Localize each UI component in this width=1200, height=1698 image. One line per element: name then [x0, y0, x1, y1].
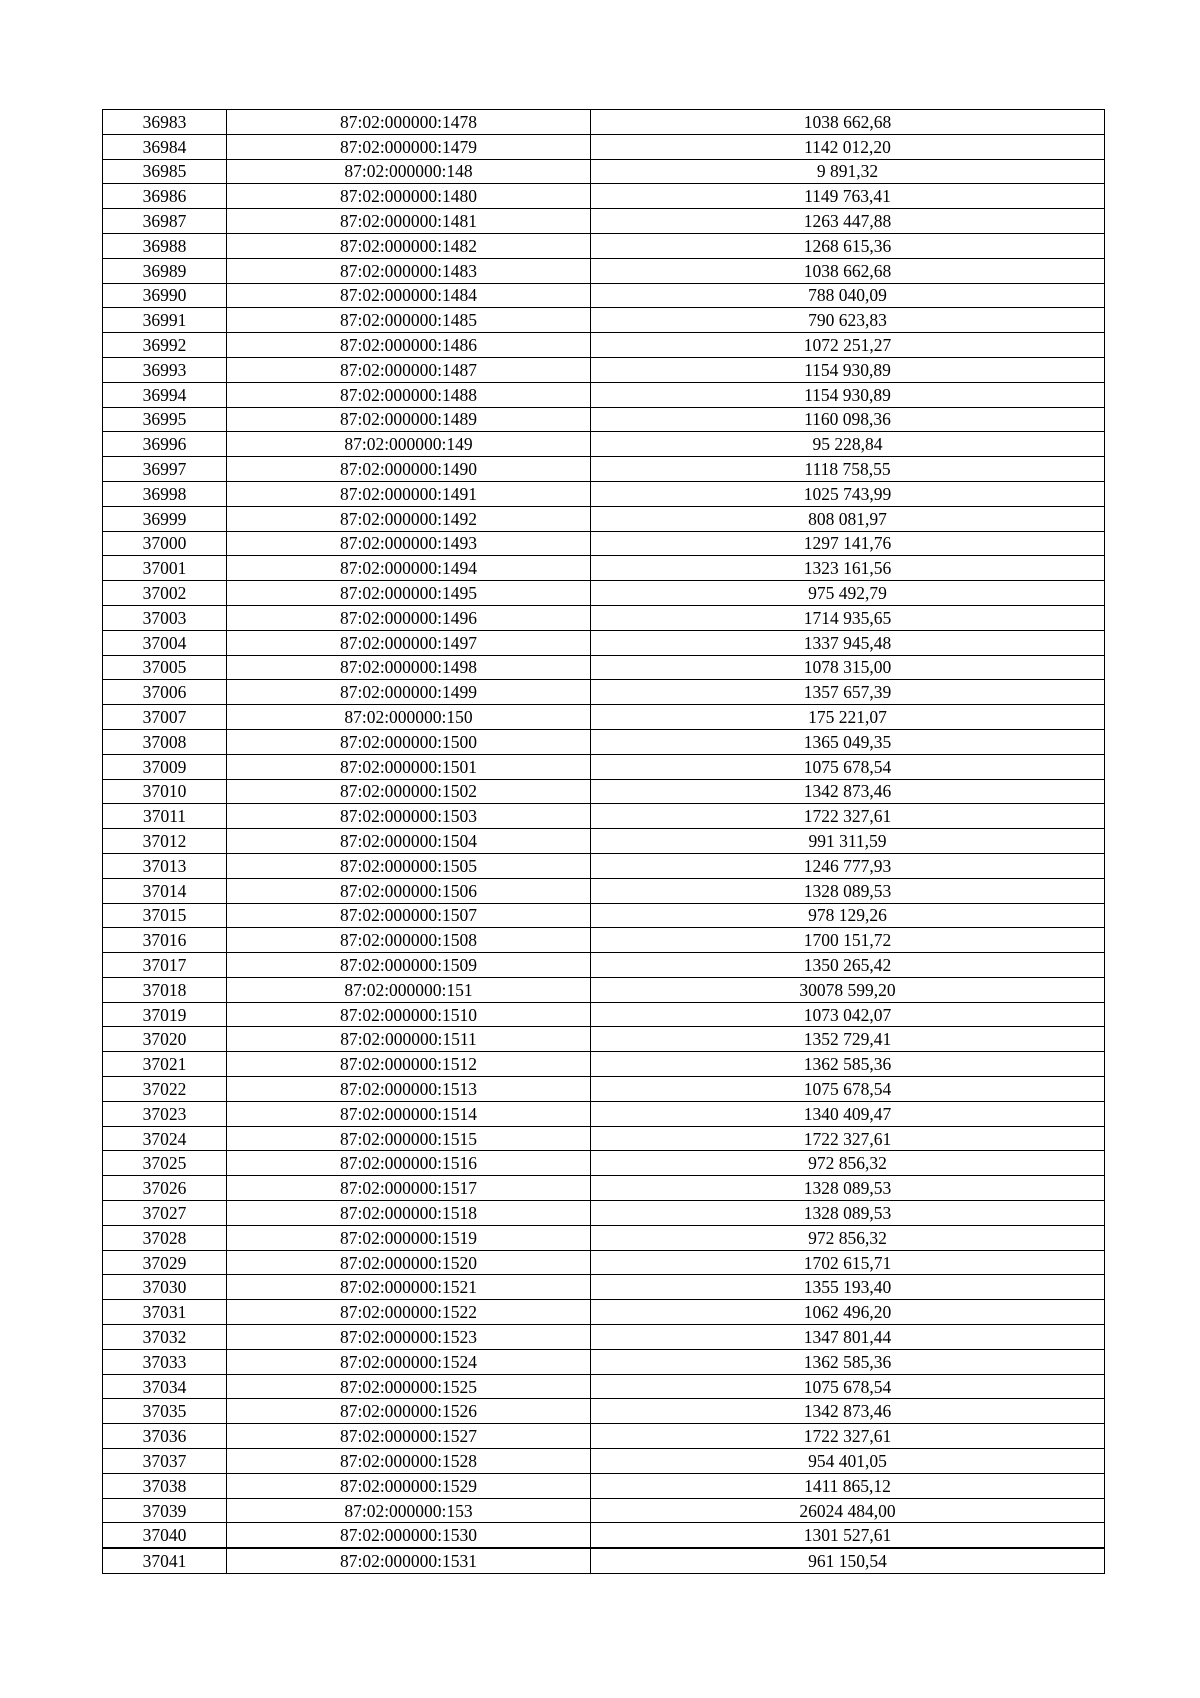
row-number-cell: 37020	[103, 1027, 227, 1052]
cadastral-value-cell: 30078 599,20	[591, 977, 1105, 1002]
cadastral-number-cell: 87:02:000000:1484	[227, 283, 591, 308]
cadastral-value-cell: 1328 089,53	[591, 1201, 1105, 1226]
cadastral-value-cell: 95 228,84	[591, 432, 1105, 457]
table-row	[103, 1002, 1105, 1027]
cadastral-value-cell: 1038 662,68	[591, 110, 1105, 135]
cadastral-value-cell: 978 129,26	[591, 903, 1105, 928]
cadastral-number-cell: 87:02:000000:153	[227, 1498, 591, 1523]
table-row	[103, 680, 1105, 705]
cadastral-value-cell: 790 623,83	[591, 308, 1105, 333]
cadastral-value-cell: 1342 873,46	[591, 779, 1105, 804]
row-number-cell: 36993	[103, 357, 227, 382]
row-number-cell: 37041	[103, 1548, 227, 1573]
table-row	[103, 804, 1105, 829]
row-number-cell: 37023	[103, 1101, 227, 1126]
cadastral-number-cell: 87:02:000000:1510	[227, 1002, 591, 1027]
cadastral-number-cell: 87:02:000000:1502	[227, 779, 591, 804]
cadastral-number-cell: 87:02:000000:1515	[227, 1126, 591, 1151]
row-number-cell: 37033	[103, 1349, 227, 1374]
cadastral-value-cell: 1142 012,20	[591, 134, 1105, 159]
row-number-cell: 36985	[103, 159, 227, 184]
cadastral-number-cell: 87:02:000000:1527	[227, 1424, 591, 1449]
cadastral-value-cell: 972 856,32	[591, 1151, 1105, 1176]
table-row	[103, 605, 1105, 630]
row-number-cell: 37010	[103, 779, 227, 804]
table-row	[103, 184, 1105, 209]
table-row	[103, 903, 1105, 928]
table-row	[103, 977, 1105, 1002]
table-row	[103, 1399, 1105, 1424]
cadastral-number-cell: 87:02:000000:1519	[227, 1225, 591, 1250]
row-number-cell: 37038	[103, 1473, 227, 1498]
cadastral-value-cell: 1342 873,46	[591, 1399, 1105, 1424]
cadastral-number-cell: 87:02:000000:1490	[227, 457, 591, 482]
table-row	[103, 1473, 1105, 1498]
table-row	[103, 928, 1105, 953]
table-row	[103, 233, 1105, 258]
table-row	[103, 630, 1105, 655]
row-number-cell: 36994	[103, 382, 227, 407]
cadastral-number-cell: 87:02:000000:1485	[227, 308, 591, 333]
cadastral-value-cell: 1347 801,44	[591, 1325, 1105, 1350]
table-row	[103, 1077, 1105, 1102]
cadastral-number-cell: 87:02:000000:1486	[227, 333, 591, 358]
row-number-cell: 37034	[103, 1374, 227, 1399]
cadastral-number-cell: 87:02:000000:1526	[227, 1399, 591, 1424]
cadastral-value-cell: 175 221,07	[591, 705, 1105, 730]
cadastral-value-cell: 972 856,32	[591, 1225, 1105, 1250]
row-number-cell: 36997	[103, 457, 227, 482]
cadastral-number-cell: 87:02:000000:1523	[227, 1325, 591, 1350]
cadastral-value-cell: 961 150,54	[591, 1548, 1105, 1573]
cadastral-number-cell: 87:02:000000:1522	[227, 1300, 591, 1325]
cadastral-number-cell: 87:02:000000:1488	[227, 382, 591, 407]
cadastral-number-cell: 87:02:000000:1520	[227, 1250, 591, 1275]
table-row	[103, 1275, 1105, 1300]
row-number-cell: 36995	[103, 407, 227, 432]
row-number-cell: 37009	[103, 754, 227, 779]
table-row	[103, 705, 1105, 730]
table-row	[103, 1225, 1105, 1250]
cadastral-number-cell: 87:02:000000:1508	[227, 928, 591, 953]
row-number-cell: 37005	[103, 655, 227, 680]
cadastral-number-cell: 87:02:000000:1517	[227, 1176, 591, 1201]
row-number-cell: 37001	[103, 556, 227, 581]
table-row	[103, 729, 1105, 754]
cadastral-number-cell: 87:02:000000:1493	[227, 531, 591, 556]
cadastral-value-cell: 1246 777,93	[591, 853, 1105, 878]
row-number-cell: 37035	[103, 1399, 227, 1424]
cadastral-number-cell: 87:02:000000:1504	[227, 829, 591, 854]
row-number-cell: 37019	[103, 1002, 227, 1027]
table-row	[103, 1250, 1105, 1275]
table-row	[103, 110, 1105, 135]
cadastral-value-cell: 1362 585,36	[591, 1052, 1105, 1077]
cadastral-value-cell: 1362 585,36	[591, 1349, 1105, 1374]
cadastral-value-cell: 1365 049,35	[591, 729, 1105, 754]
cadastral-value-cell: 975 492,79	[591, 581, 1105, 606]
row-number-cell: 37031	[103, 1300, 227, 1325]
row-number-cell: 37014	[103, 878, 227, 903]
cadastral-value-cell: 1038 662,68	[591, 258, 1105, 283]
row-number-cell: 37012	[103, 829, 227, 854]
table-row	[103, 1548, 1105, 1573]
table-row	[103, 953, 1105, 978]
cadastral-number-cell: 87:02:000000:1525	[227, 1374, 591, 1399]
cadastral-number-cell: 87:02:000000:1513	[227, 1077, 591, 1102]
table-row	[103, 581, 1105, 606]
row-number-cell: 36986	[103, 184, 227, 209]
table-row	[103, 1201, 1105, 1226]
table-body	[103, 110, 1105, 1574]
row-number-cell: 37007	[103, 705, 227, 730]
cadastral-value-cell: 808 081,97	[591, 506, 1105, 531]
cadastral-number-cell: 87:02:000000:1505	[227, 853, 591, 878]
cadastral-number-cell: 87:02:000000:1482	[227, 233, 591, 258]
table-row	[103, 159, 1105, 184]
table-row	[103, 1176, 1105, 1201]
cadastral-value-cell: 1078 315,00	[591, 655, 1105, 680]
cadastral-number-cell: 87:02:000000:1500	[227, 729, 591, 754]
cadastral-number-cell: 87:02:000000:1506	[227, 878, 591, 903]
cadastral-value-cell: 1702 615,71	[591, 1250, 1105, 1275]
cadastral-number-cell: 87:02:000000:1529	[227, 1473, 591, 1498]
table-row	[103, 1300, 1105, 1325]
cadastral-number-cell: 87:02:000000:1480	[227, 184, 591, 209]
table-row	[103, 1424, 1105, 1449]
cadastral-value-cell: 1297 141,76	[591, 531, 1105, 556]
cadastral-value-cell: 1722 327,61	[591, 804, 1105, 829]
cadastral-value-cell: 1025 743,99	[591, 481, 1105, 506]
cadastral-value-cell: 1075 678,54	[591, 1374, 1105, 1399]
table-row	[103, 432, 1105, 457]
cadastral-value-cell: 1714 935,65	[591, 605, 1105, 630]
table-row	[103, 333, 1105, 358]
cadastral-value-cell: 1062 496,20	[591, 1300, 1105, 1325]
cadastral-number-cell: 87:02:000000:1494	[227, 556, 591, 581]
cadastral-number-cell: 87:02:000000:1481	[227, 209, 591, 234]
row-number-cell: 37016	[103, 928, 227, 953]
row-number-cell: 37030	[103, 1275, 227, 1300]
table-row	[103, 283, 1105, 308]
table-row	[103, 481, 1105, 506]
cadastral-number-cell: 87:02:000000:1524	[227, 1349, 591, 1374]
cadastral-number-cell: 87:02:000000:1497	[227, 630, 591, 655]
row-number-cell: 37015	[103, 903, 227, 928]
row-number-cell: 37003	[103, 605, 227, 630]
table-row	[103, 1052, 1105, 1077]
table-row	[103, 655, 1105, 680]
cadastral-value-cell: 1722 327,61	[591, 1424, 1105, 1449]
cadastral-number-cell: 87:02:000000:1530	[227, 1523, 591, 1548]
cadastral-value-cell: 1154 930,89	[591, 357, 1105, 382]
cadastral-value-cell: 1301 527,61	[591, 1523, 1105, 1548]
table-row	[103, 209, 1105, 234]
cadastral-number-cell: 87:02:000000:1503	[227, 804, 591, 829]
cadastral-value-cell: 1352 729,41	[591, 1027, 1105, 1052]
cadastral-value-cell: 1073 042,07	[591, 1002, 1105, 1027]
cadastral-value-table	[102, 109, 1105, 1574]
cadastral-value-cell: 1263 447,88	[591, 209, 1105, 234]
row-number-cell: 36998	[103, 481, 227, 506]
table-row	[103, 1523, 1105, 1548]
cadastral-number-cell: 87:02:000000:1511	[227, 1027, 591, 1052]
table-row	[103, 1027, 1105, 1052]
table-row	[103, 1449, 1105, 1474]
cadastral-number-cell: 87:02:000000:150	[227, 705, 591, 730]
cadastral-number-cell: 87:02:000000:1479	[227, 134, 591, 159]
row-number-cell: 36991	[103, 308, 227, 333]
cadastral-number-cell: 87:02:000000:148	[227, 159, 591, 184]
cadastral-value-cell: 1357 657,39	[591, 680, 1105, 705]
table-row	[103, 1349, 1105, 1374]
cadastral-number-cell: 87:02:000000:1528	[227, 1449, 591, 1474]
cadastral-number-cell: 87:02:000000:1498	[227, 655, 591, 680]
cadastral-value-cell: 1411 865,12	[591, 1473, 1105, 1498]
row-number-cell: 37004	[103, 630, 227, 655]
cadastral-value-cell: 9 891,32	[591, 159, 1105, 184]
cadastral-value-cell: 1700 151,72	[591, 928, 1105, 953]
table-row	[103, 457, 1105, 482]
table-row	[103, 1374, 1105, 1399]
row-number-cell: 36984	[103, 134, 227, 159]
row-number-cell: 36992	[103, 333, 227, 358]
cadastral-number-cell: 87:02:000000:1518	[227, 1201, 591, 1226]
row-number-cell: 37002	[103, 581, 227, 606]
row-number-cell: 37037	[103, 1449, 227, 1474]
cadastral-number-cell: 87:02:000000:1516	[227, 1151, 591, 1176]
table-row	[103, 829, 1105, 854]
cadastral-value-cell: 1118 758,55	[591, 457, 1105, 482]
cadastral-value-cell: 991 311,59	[591, 829, 1105, 854]
cadastral-number-cell: 87:02:000000:1495	[227, 581, 591, 606]
cadastral-value-cell: 1154 930,89	[591, 382, 1105, 407]
row-number-cell: 37027	[103, 1201, 227, 1226]
cadastral-number-cell: 87:02:000000:1509	[227, 953, 591, 978]
row-number-cell: 37036	[103, 1424, 227, 1449]
cadastral-value-cell: 1072 251,27	[591, 333, 1105, 358]
row-number-cell: 37017	[103, 953, 227, 978]
table-row	[103, 1325, 1105, 1350]
cadastral-value-cell: 1075 678,54	[591, 1077, 1105, 1102]
cadastral-value-cell: 1722 327,61	[591, 1126, 1105, 1151]
table-row	[103, 357, 1105, 382]
table-row	[103, 531, 1105, 556]
table-row	[103, 134, 1105, 159]
row-number-cell: 37039	[103, 1498, 227, 1523]
cadastral-value-cell: 1328 089,53	[591, 1176, 1105, 1201]
table-row	[103, 878, 1105, 903]
row-number-cell: 36996	[103, 432, 227, 457]
table-row	[103, 1151, 1105, 1176]
table-row	[103, 754, 1105, 779]
row-number-cell: 37018	[103, 977, 227, 1002]
cadastral-value-cell: 1149 763,41	[591, 184, 1105, 209]
cadastral-number-cell: 87:02:000000:1492	[227, 506, 591, 531]
row-number-cell: 37040	[103, 1523, 227, 1548]
cadastral-value-cell: 954 401,05	[591, 1449, 1105, 1474]
table-row	[103, 779, 1105, 804]
cadastral-value-cell: 1075 678,54	[591, 754, 1105, 779]
row-number-cell: 36988	[103, 233, 227, 258]
cadastral-number-cell: 87:02:000000:1501	[227, 754, 591, 779]
row-number-cell: 37006	[103, 680, 227, 705]
table-row	[103, 506, 1105, 531]
row-number-cell: 37022	[103, 1077, 227, 1102]
cadastral-value-cell: 1160 098,36	[591, 407, 1105, 432]
cadastral-value-cell: 1340 409,47	[591, 1101, 1105, 1126]
row-number-cell: 37021	[103, 1052, 227, 1077]
cadastral-number-cell: 87:02:000000:1496	[227, 605, 591, 630]
row-number-cell: 37025	[103, 1151, 227, 1176]
cadastral-number-cell: 87:02:000000:1499	[227, 680, 591, 705]
cadastral-number-cell: 87:02:000000:1478	[227, 110, 591, 135]
row-number-cell: 36983	[103, 110, 227, 135]
table-row	[103, 1101, 1105, 1126]
cadastral-number-cell: 87:02:000000:151	[227, 977, 591, 1002]
table-row	[103, 382, 1105, 407]
row-number-cell: 37024	[103, 1126, 227, 1151]
cadastral-number-cell: 87:02:000000:1514	[227, 1101, 591, 1126]
row-number-cell: 36990	[103, 283, 227, 308]
row-number-cell: 37008	[103, 729, 227, 754]
cadastral-value-cell: 1328 089,53	[591, 878, 1105, 903]
cadastral-value-cell: 1323 161,56	[591, 556, 1105, 581]
cadastral-value-cell: 1337 945,48	[591, 630, 1105, 655]
row-number-cell: 37032	[103, 1325, 227, 1350]
cadastral-number-cell: 87:02:000000:1489	[227, 407, 591, 432]
table-row	[103, 1498, 1105, 1523]
cadastral-number-cell: 87:02:000000:149	[227, 432, 591, 457]
row-number-cell: 37029	[103, 1250, 227, 1275]
cadastral-value-cell: 1350 265,42	[591, 953, 1105, 978]
cadastral-value-cell: 1355 193,40	[591, 1275, 1105, 1300]
cadastral-value-cell: 788 040,09	[591, 283, 1105, 308]
cadastral-number-cell: 87:02:000000:1487	[227, 357, 591, 382]
cadastral-number-cell: 87:02:000000:1483	[227, 258, 591, 283]
cadastral-number-cell: 87:02:000000:1507	[227, 903, 591, 928]
row-number-cell: 37026	[103, 1176, 227, 1201]
row-number-cell: 37011	[103, 804, 227, 829]
row-number-cell: 37000	[103, 531, 227, 556]
row-number-cell: 37013	[103, 853, 227, 878]
cadastral-number-cell: 87:02:000000:1531	[227, 1548, 591, 1573]
table-row	[103, 258, 1105, 283]
row-number-cell: 36987	[103, 209, 227, 234]
table-row	[103, 1126, 1105, 1151]
cadastral-number-cell: 87:02:000000:1512	[227, 1052, 591, 1077]
cadastral-number-cell: 87:02:000000:1521	[227, 1275, 591, 1300]
table-row	[103, 308, 1105, 333]
cadastral-value-cell: 26024 484,00	[591, 1498, 1105, 1523]
row-number-cell: 36999	[103, 506, 227, 531]
table-row	[103, 407, 1105, 432]
cadastral-number-cell: 87:02:000000:1491	[227, 481, 591, 506]
row-number-cell: 36989	[103, 258, 227, 283]
table-row	[103, 556, 1105, 581]
row-number-cell: 37028	[103, 1225, 227, 1250]
table-row	[103, 853, 1105, 878]
cadastral-value-cell: 1268 615,36	[591, 233, 1105, 258]
